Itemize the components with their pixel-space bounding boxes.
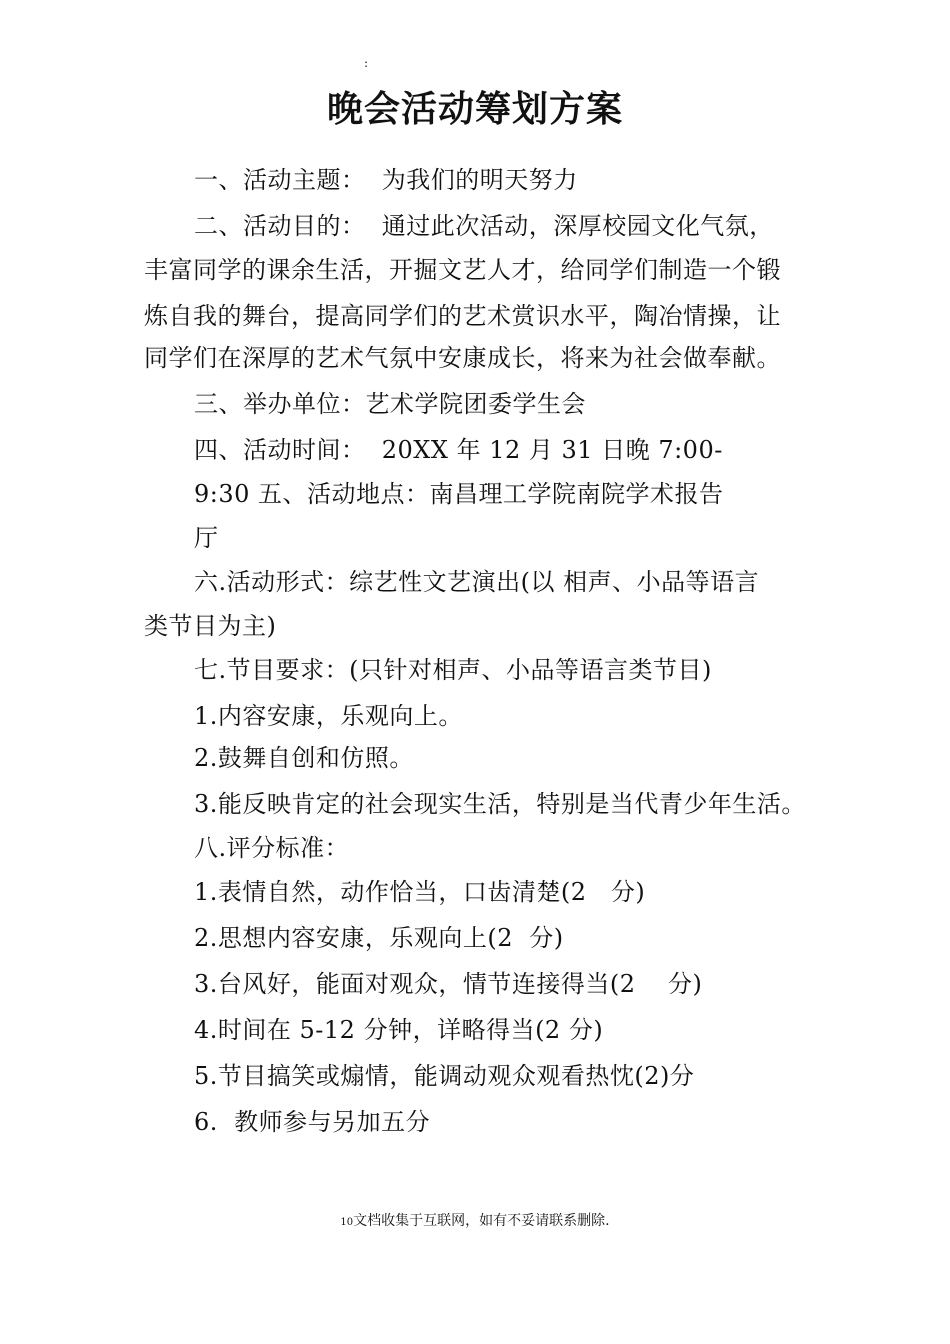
list-item: 2.鼓舞自创和仿照。 [194, 744, 414, 772]
page-number: 10 [340, 1217, 354, 1228]
list-item: 1.内容安康，乐观向上。 [194, 702, 463, 730]
line-location-cont: 厅 [194, 524, 219, 552]
line-purpose-cont-2: 炼自我的舞台，提高同学们的艺术赏识水平，陶冶情操，让 [144, 302, 781, 330]
line-scoring: 八.评分标准： [194, 834, 350, 862]
footer-text: 文档收集于互联网，如有不妥请联系删除. [353, 1213, 610, 1229]
list-item: 3.台风好，能面对观众，情节连接得当(2 分) [194, 970, 703, 998]
line-format: 六.活动形式：综艺性文艺演出(以 相声、小品等语言 [194, 568, 760, 596]
page-title: 晚会活动筹划方案 [326, 88, 623, 130]
list-item: 6. 教师参与另加五分 [194, 1108, 431, 1136]
line-requirements: 七.节目要求：(只针对相声、小品等语言类节目) [194, 656, 712, 684]
top-mark: : [364, 56, 369, 70]
line-theme: 一、活动主题： 为我们的明天努力 [194, 166, 578, 194]
list-item: 3.能反映肯定的社会现实生活，特别是当代青少年生活。 [194, 790, 806, 818]
line-format-cont: 类节目为主) [144, 612, 277, 640]
line-purpose-cont-1: 丰富同学的课余生活，开掘文艺人才，给同学们制造一个锻 [144, 256, 781, 284]
page-footer [0, 1212, 950, 1232]
list-item: 1.表情自然，动作恰当，口齿清楚(2 分) [194, 878, 646, 906]
line-organizer: 三、举办单位：艺术学院团委学生会 [194, 390, 586, 418]
line-purpose-cont-3: 同学们在深厚的艺术气氛中安康成长，将来为社会做奉献。 [144, 344, 781, 372]
line-time-location: 9:30 五、活动地点：南昌理工学院南院学术报告 [194, 480, 724, 508]
line-time: 四、活动时间： 20XX 年 12 月 31 日晚 7:00- [194, 436, 723, 464]
line-purpose: 二、活动目的： 通过此次活动，深厚校园文化气氛， [194, 212, 774, 240]
list-item: 2.思想内容安康，乐观向上(2 分) [194, 924, 564, 952]
list-item: 5.节目搞笑或煽情，能调动观众观看热忱(2)分 [194, 1062, 695, 1090]
list-item: 4.时间在 5-12 分钟，详略得当(2 分) [194, 1016, 604, 1044]
